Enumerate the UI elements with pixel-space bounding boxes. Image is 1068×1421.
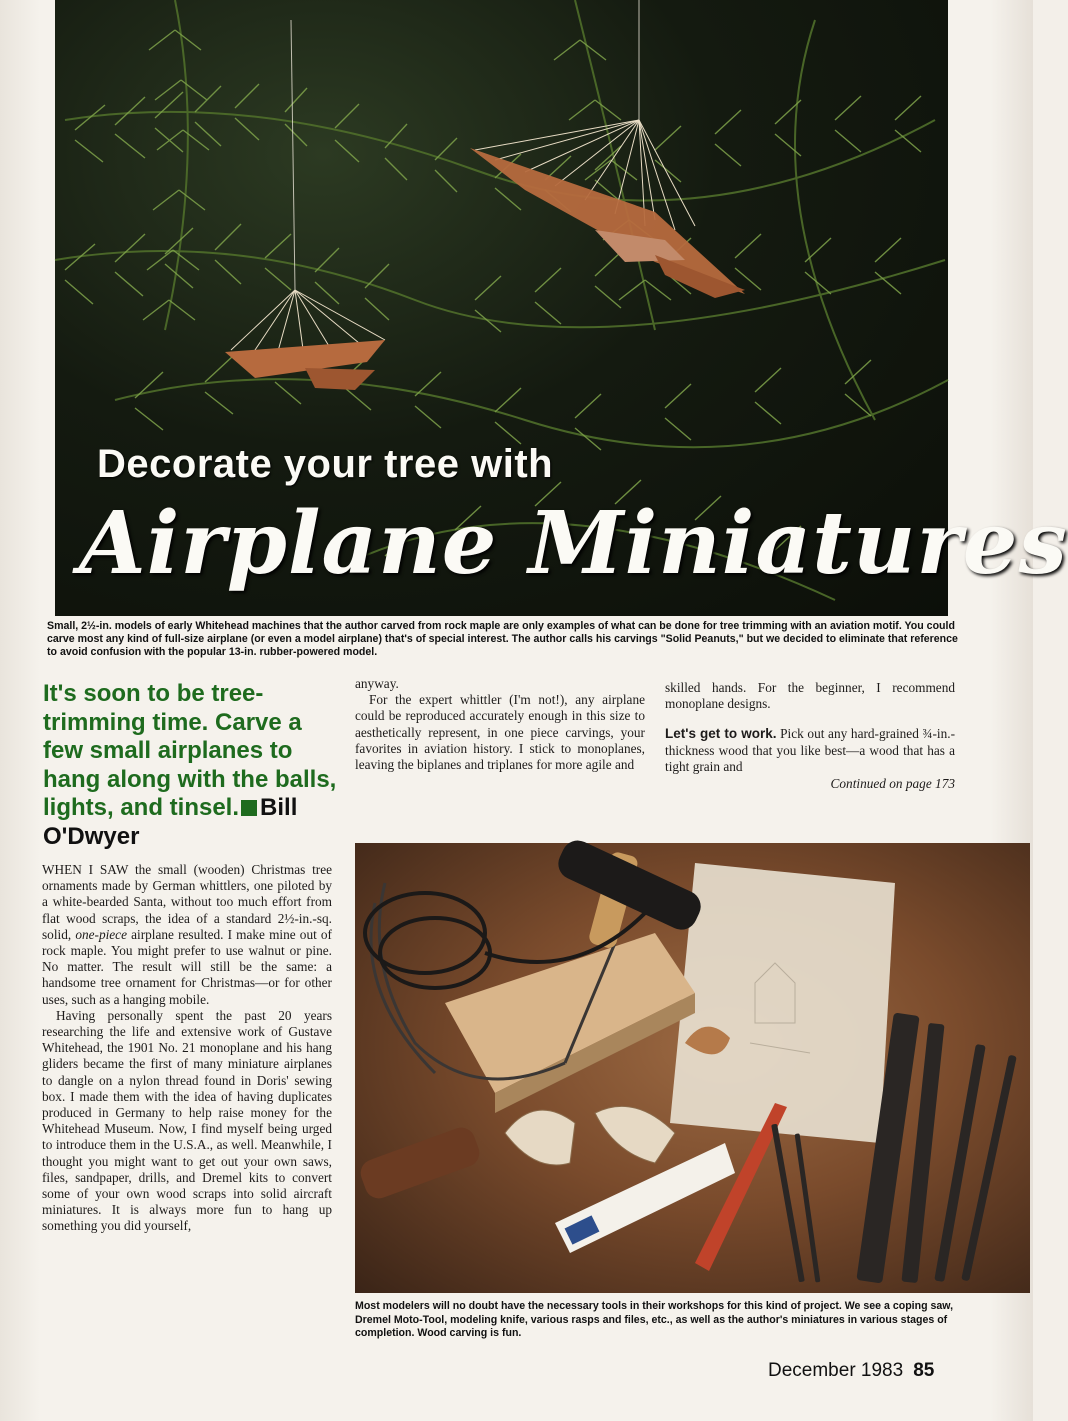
paragraph-text: the small (wooden) Christmas tree ornaments made by German whittlers, one piloted by a white-bearded Santa, without too much effort from flat wood scraps, the idea of a standard 2½-in.-sq. solid, [42, 862, 333, 942]
body-paragraph-2: Having personally spent the past 20 years researching the life and extensive work of Gustave Whitehead, the 1901 No. 21 monoplane and his hang gliders became the first of many miniature airplanes to dangle on a nylon thread found in Doris' sewing box. I made them with the idea of having duplicates produced in Germany to help raise money for the Whitehead Museum. Now, I find myself being urged to introduce them in the U.S.A., as well. Meanwhile, I thought you might want to get out your own saws, files, sandpaper, drills, and Dremel kits to convert some of your own wood scraps into solid aircraft miniatures. It is always more fun to hang up something you did yourself, [42, 1007, 332, 1234]
body-column-2 [355, 676, 645, 773]
paragraph-text: Pick out any hard-grained ¾-in.-thickness wood that you like best—a wood that has a tight grain and [665, 726, 955, 774]
emphasis-text: one-piece [75, 926, 127, 942]
body-paragraph-6 [665, 726, 955, 775]
ornament-airplane-right [470, 120, 745, 298]
headline-kicker: Decorate your tree with [97, 442, 554, 486]
body-column-3 [665, 680, 955, 792]
body-paragraph-1 [42, 862, 332, 1008]
byline: Bill O'Dwyer [43, 794, 298, 850]
continued-link: Continued on page 173 [830, 776, 955, 792]
standfirst [43, 680, 343, 851]
body-paragraph-3: anyway. [355, 676, 399, 691]
ornament-airplane-left [225, 290, 385, 390]
hero-photo-caption: Small, 2½-in. models of early Whitehead machines that the author carved from rock maple are only examples of what can be done for tree trimming with an aviation motif. You could carve most any kind of full-size airplane (or even a model airplane) that's of special interest. The author calls his carvings "Solid Peanuts," but we decided to eliminate that reference to avoid confusion with the popular 13-in. rubber-powered model. [47, 620, 958, 658]
standfirst-text: It's soon to be tree-trimming time. Carve a few small airplanes to hang along with the balls, lights, and tinsel. [43, 680, 337, 821]
run-in-heading: Let's get to work. [665, 726, 777, 742]
issue-date: December 1983 [768, 1360, 904, 1381]
page-number: 85 [913, 1360, 935, 1381]
hero-photo [55, 0, 1068, 616]
body-paragraph-4: For the expert whittler (I'm not!), any airplane could be reproduced accurately enough in this size to aesthetically represent, in one piece carvings, your favorites in aviation history. I stick to monoplanes, leaving the biplanes and triplanes for more agile and [355, 692, 645, 773]
tools-photo-illustration [355, 843, 1030, 1293]
tools-photo [355, 843, 1030, 1293]
end-square-icon [241, 800, 257, 816]
body-paragraph-5: skilled hands. For the beginner, I recommend monoplane designs. [665, 680, 955, 712]
body-column-1 [42, 862, 332, 1235]
paragraph-text: airplane resulted. I make mine out of rock maple. You might prefer to use walnut or pine. No matter. The result will still be the same: a handsome tree ornament for Christmas—or for other uses, such as a hanging mobile. [42, 926, 332, 1007]
tools-photo-caption: Most modelers will no doubt have the necessary tools in their workshops for this kind of project. We see a coping saw, Dremel Moto-Tool, modeling knife, various rasps and files, etc., as well as the author's miniatures in various stages of completion. Wood carving is fun. [355, 1300, 954, 1339]
page-footer [768, 1360, 934, 1382]
paragraph-lead: WHEN I SAW [42, 862, 129, 877]
headline-title: Airplane Miniatures [79, 493, 1068, 594]
